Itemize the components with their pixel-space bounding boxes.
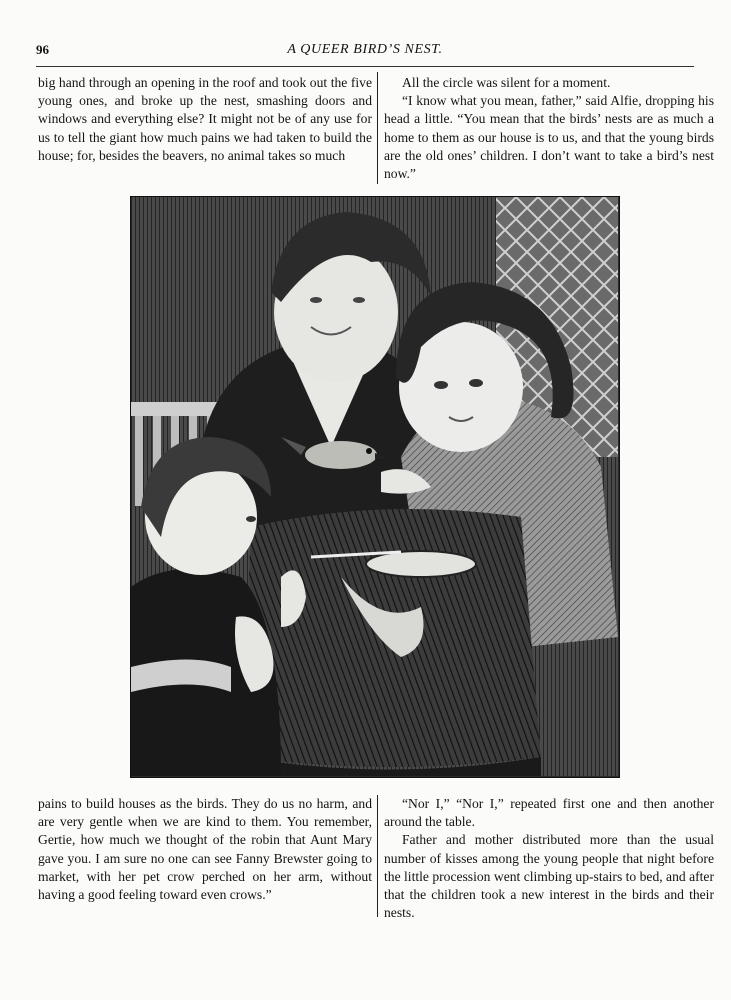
- page-header: [36, 42, 694, 62]
- engraving-illustration: [130, 196, 620, 778]
- running-title: A QUEER BIRD’S NEST.: [287, 42, 443, 57]
- bottom-right-column: [384, 795, 714, 922]
- bottom-left-column: [38, 795, 372, 904]
- children-with-bird-engraving: [131, 197, 618, 776]
- paragraph: big hand through an opening in the roof and took out the five young ones, and broke up the nest, smashing doors and windows and everything else? It might not be of any use for us to tell the giant how much pains we had taken to build the house; for, besides the beavers, no animal takes so much: [38, 75, 372, 163]
- page-number: 96: [36, 42, 49, 57]
- table: [241, 509, 541, 776]
- top-left-column: [38, 74, 372, 165]
- paragraph: “I know what you mean, father,” said Alfie, dropping his head a little. “You mean that the birds’ nests are as much a home to them as our house is to us, and that the young birds are the old ones’ children. I don’t want to take a bird’s nest now.”: [384, 93, 714, 182]
- plate: [366, 551, 476, 577]
- column-divider-bottom: [377, 795, 378, 917]
- paragraph: “Nor I,” “Nor I,” repeated first one and then another around the table.: [384, 796, 714, 830]
- header-rule: [36, 66, 694, 67]
- paragraph: All the circle was silent for a moment.: [402, 75, 611, 90]
- column-divider-top: [377, 72, 378, 184]
- paragraph: Father and mother distributed more than the usual number of kisses among the young people that night before the little procession went climbing up-stairs to bed, and after that the children took a new interest in the birds and their nests.: [384, 832, 714, 921]
- top-right-column: [384, 74, 714, 183]
- paragraph: pains to build houses as the birds. They do us no harm, and are very gentle when we are kind to them. You remember, Gertie, how much we thought of the robin that Aunt Mary gave you. I am sure no one can see Fanny Brewster going to market, with her pet crow perched on her arm, without having a good feeling toward even crows.”: [38, 796, 372, 903]
